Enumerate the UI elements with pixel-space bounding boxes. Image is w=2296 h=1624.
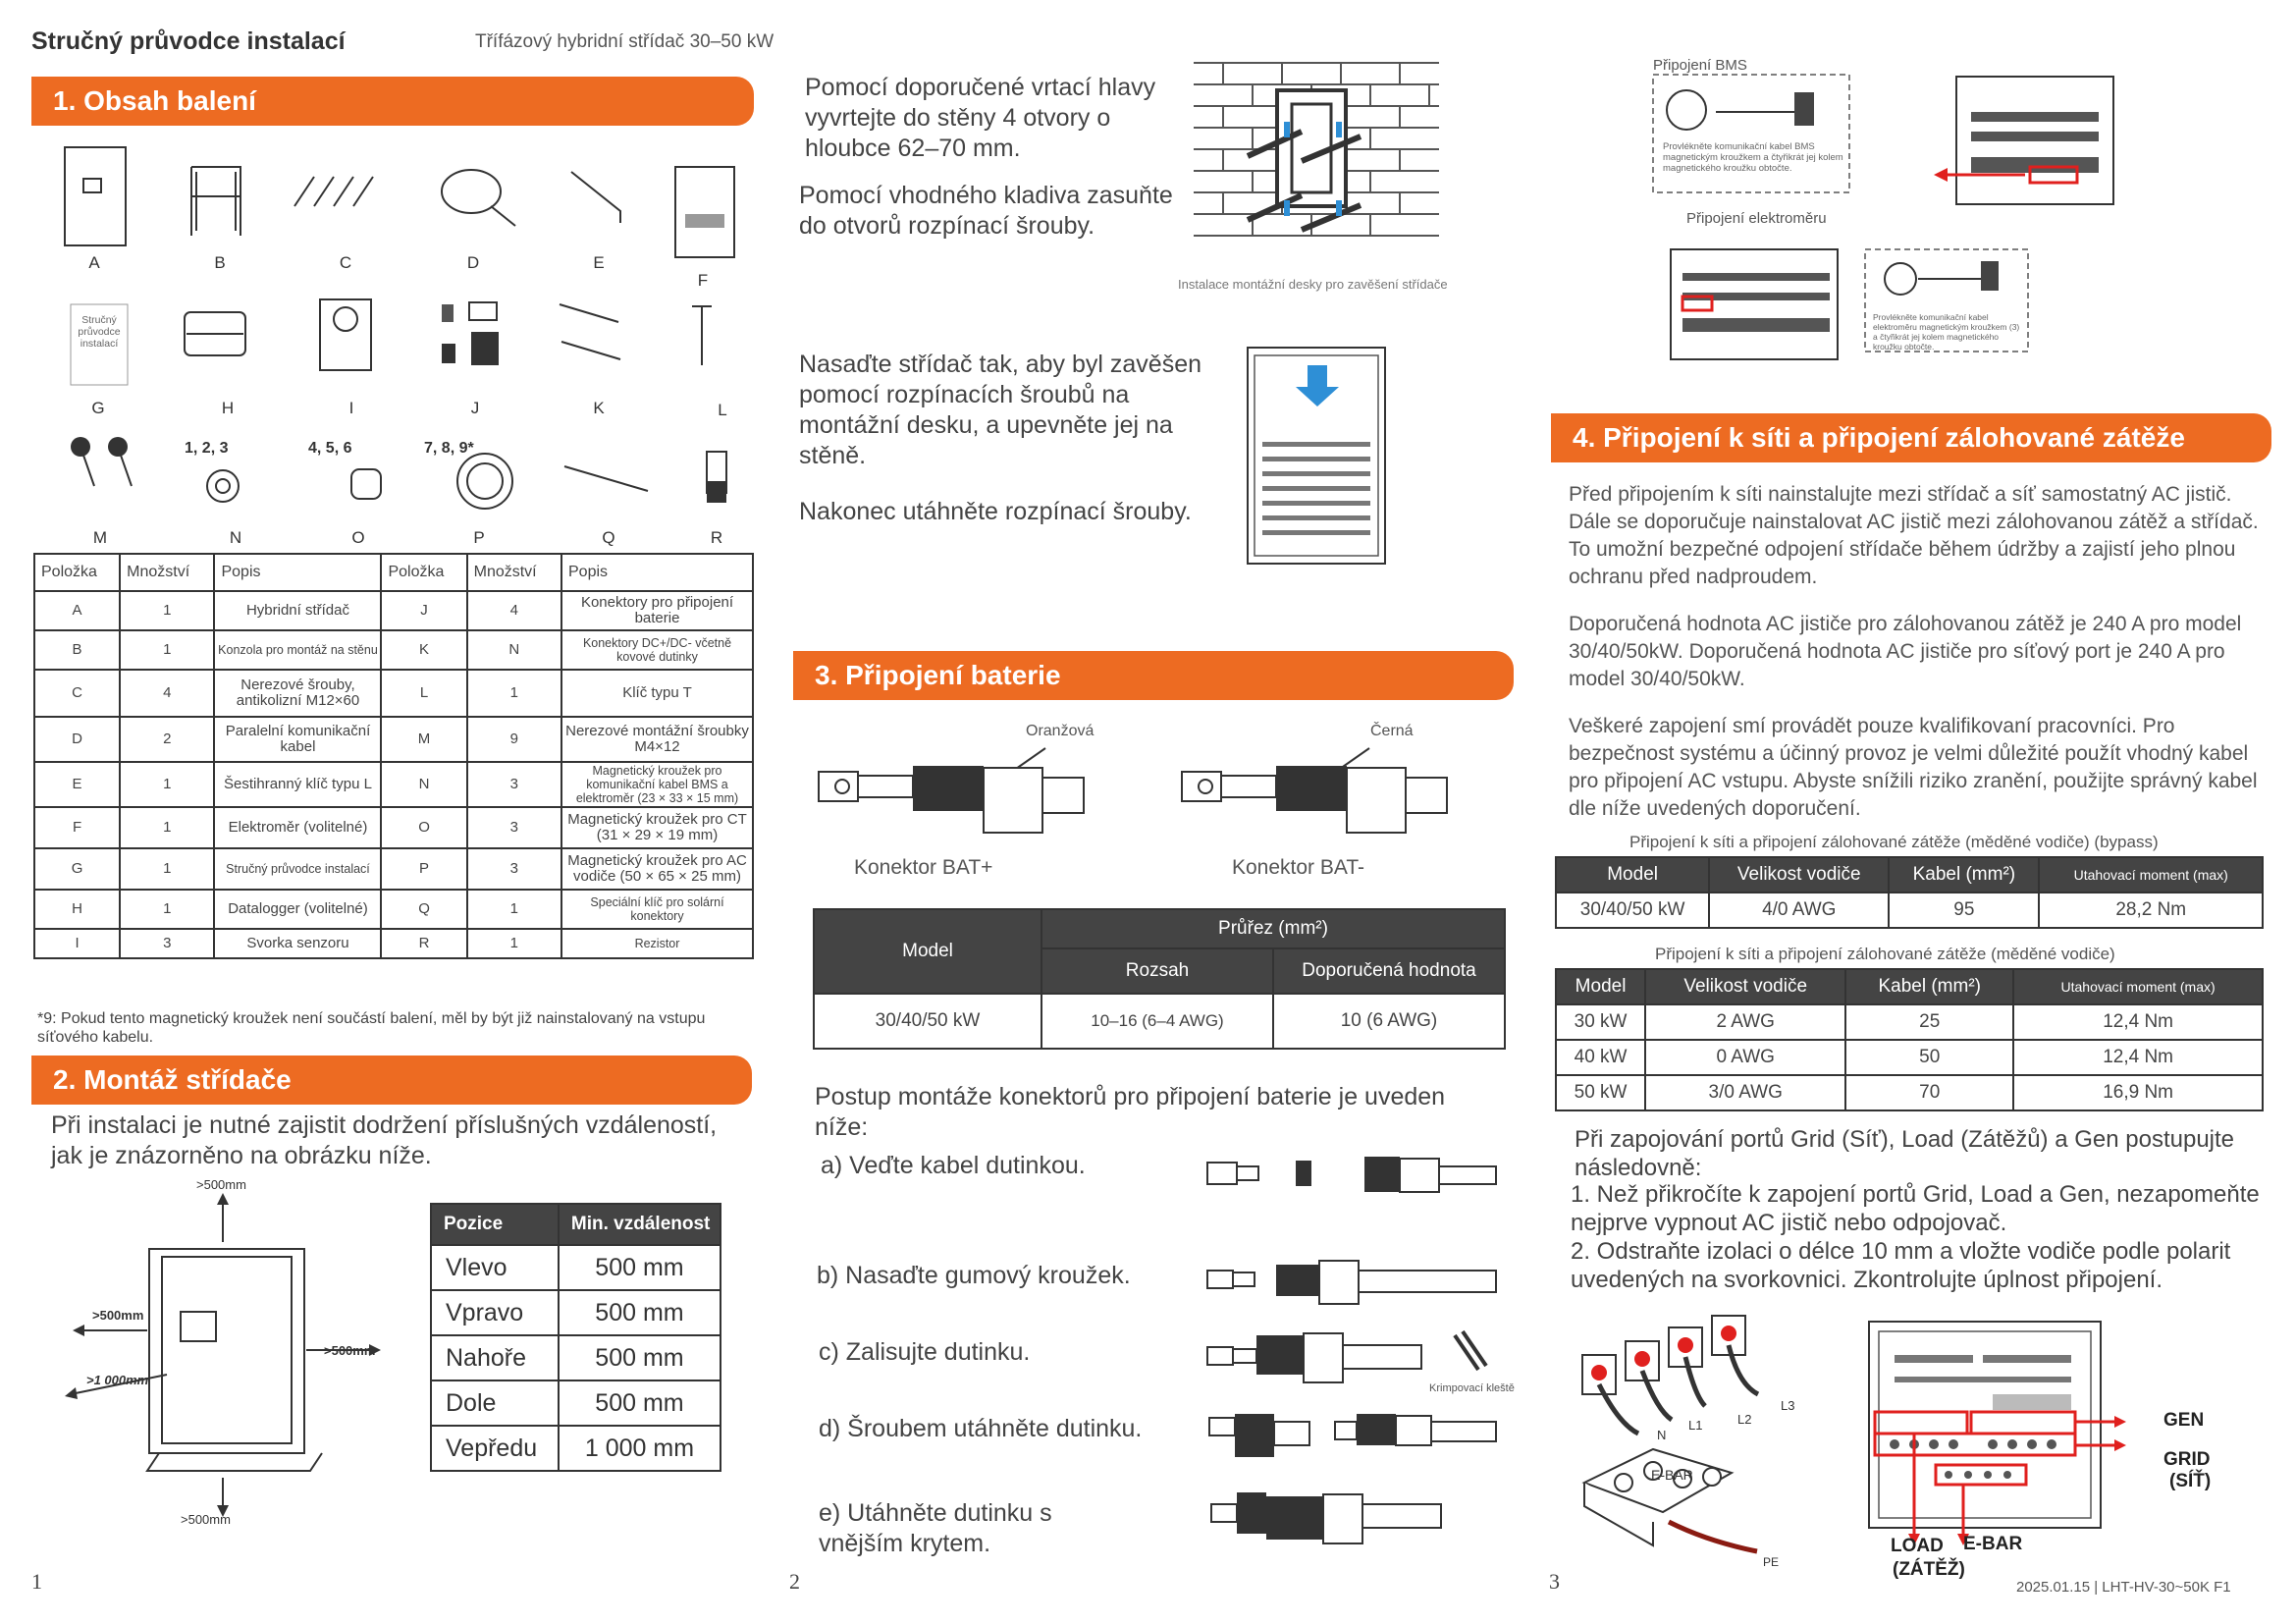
hang-step-text: Nasaďte střídač tak, aby byl zavěšen pomocí rozpínacích šroubů na montážní desku, a upevněte jej na stěně. — [799, 351, 1202, 469]
crimp-caption: Krimpovací kleště — [1429, 1382, 1515, 1394]
step-a-drawing — [1207, 1157, 1496, 1192]
table-header: Utahovací moment (max) — [2039, 857, 2263, 893]
table-row: Dole 500 mm — [431, 1380, 721, 1426]
plate-caption: Instalace montážní desky pro zavěšení střídače — [1178, 277, 1448, 292]
table-row: Vpravo 500 mm — [431, 1290, 721, 1335]
table-row: 30 kW 2 AWG 25 12,4 Nm — [1556, 1004, 2263, 1040]
bms-title: Připojení BMS — [1653, 57, 1747, 74]
terminal-l2: L2 — [1737, 1412, 1752, 1427]
item-label: P — [473, 528, 485, 547]
section-4-banner — [1551, 413, 2271, 462]
table-header: Velikost vodiče — [1709, 857, 1889, 893]
step-d-drawing — [1209, 1414, 1496, 1457]
table-header: Popis — [561, 554, 753, 591]
table-header: Rozsah — [1041, 948, 1273, 994]
connector-bat-plus: Konektor BAT+ — [854, 856, 993, 879]
table-row: 50 kW 3/0 AWG 70 16,9 Nm — [1556, 1075, 2263, 1110]
section-3-title: 3. Připojení baterie — [815, 660, 1061, 690]
section-2-title: 2. Montáž střídače — [53, 1064, 292, 1095]
color-label-black: Černá — [1370, 723, 1414, 739]
hang-inverter-diagram — [1243, 344, 1390, 571]
port-ebar: E-BAR — [1963, 1534, 2023, 1554]
item-label: D — [466, 253, 480, 272]
section-2-intro: Při instalaci je nutné zajistit dodržení příslušných vzdáleností, jak je znázorněno na obrázku níže. — [51, 1111, 718, 1169]
port-load-cz: (ZÁTĚŽ) — [1893, 1559, 1965, 1580]
step-c-drawing — [1207, 1331, 1486, 1382]
hammer-step-text: Pomocí vhodného kladiva zasuňte do otvorů rozpínací šrouby. — [799, 182, 1173, 240]
tighten-step-text: Nakonec utáhněte rozpínací šrouby. — [799, 498, 1192, 525]
terminal-ebar: E-BAR — [1651, 1467, 1693, 1483]
ports-intro: Při zapojování portů Grid (Síť), Load (Zátěžů) a Gen postupujte následovně: — [1575, 1126, 2235, 1181]
page-title: Stručný průvodce instalací — [31, 27, 346, 55]
section-4-title: 4. Připojení k síti a připojení zálohované zátěže — [1573, 422, 2185, 453]
table-row: 30/40/50 kW 4/0 AWG 95 28,2 Nm — [1556, 893, 2263, 928]
item-label: K — [593, 399, 605, 417]
item-label: H — [221, 399, 235, 417]
clearance-right: >500mm — [324, 1343, 376, 1358]
clearance-front: >1 000mm — [86, 1373, 149, 1387]
item-label: G — [91, 399, 105, 417]
table-header: Kabel (mm²) — [1889, 857, 2039, 893]
bypass-table-title: Připojení k síti a připojení zálohované zátěže (měděné vodiče) (bypass) — [1629, 833, 2159, 851]
meter-title: Připojení elektroměru — [1686, 210, 1827, 227]
table-header: Model — [1556, 857, 1709, 893]
item-label: I — [348, 399, 354, 417]
terminal-n: N — [1657, 1428, 1667, 1442]
step-e: e) Utáhněte dutinku s vnějším krytem. — [819, 1499, 1052, 1557]
wall-plate-diagram — [1194, 63, 1439, 275]
terminal-l3: L3 — [1781, 1398, 1795, 1413]
port-load: LOAD — [1891, 1536, 1944, 1556]
port-wiring-diagram — [1865, 1316, 2160, 1571]
copper-cable-table — [1555, 968, 2264, 1111]
item-label: Q — [602, 528, 615, 547]
table-header: Utahovací moment (max) — [2013, 969, 2263, 1004]
page-number: 3 — [1549, 1569, 1560, 1594]
clearance-top: >500mm — [196, 1177, 246, 1192]
clearance-bottom: >500mm — [181, 1512, 231, 1527]
battery-cable-table — [813, 908, 1506, 1050]
section-1-title: 1. Obsah balení — [53, 85, 256, 116]
doc-reference: 2025.01.15 | LHT-HV-30~50K F1 — [2016, 1579, 2231, 1596]
step-c: c) Zalisujte dutinku. — [819, 1338, 1031, 1366]
ports-step-1: 1. Než přikročíte k zapojení portů Grid, Load a Gen, nezapomeňte nejprve vypnout AC jistič nebo odpojovač. — [1571, 1181, 2260, 1236]
table-row: G 1 Stručný průvodce instalací P 3 Magnetický kroužek pro AC vodiče (50 × 65 × 25 mm) — [34, 848, 753, 890]
table-header: Doporučená hodnota — [1273, 948, 1505, 994]
footnote: *9: Pokud tento magnetický kroužek není součástí balení, měl by být již nainstalovaný na vstupu síťového kabelu. — [37, 1010, 706, 1046]
item-label: A — [88, 253, 100, 272]
item-label: N — [229, 528, 242, 547]
section-4-p2: Doporučená hodnota AC jističe pro zálohovanou zátěž je 240 A pro model 30/40/50kW. Doporučená hodnota AC jističe pro síťový port je 240 A pro model 30/40/50kW. — [1569, 613, 2242, 690]
ring-n-label: 1, 2, 3 — [185, 440, 229, 457]
item-label: M — [92, 528, 108, 547]
step-a: a) Veďte kabel dutinkou. — [821, 1152, 1086, 1179]
procedure-intro: Postup montáže konektorů pro připojení baterie je uveden níže: — [815, 1083, 1446, 1141]
page-number: 2 — [789, 1569, 800, 1594]
page-number: 1 — [31, 1569, 42, 1594]
assembly-steps-diagram — [1198, 1139, 1522, 1551]
table-row: B 1 Konzola pro montáž na stěnu K N Konektory DC+/DC- včetně kovové dutinky — [34, 630, 753, 670]
terminal-pe: PE — [1763, 1555, 1780, 1569]
meter-note: Provlékněte komunikační kabel elektroměru magnetickým kroužkem (3) a čtyřikrát jej kolem magnetického kroužku obtočte. — [1873, 312, 2020, 352]
bat-connectors-diagram — [815, 736, 1502, 844]
terminal-l1: L1 — [1688, 1418, 1703, 1433]
table-header: Položka — [34, 554, 120, 591]
ring-o-label: 4, 5, 6 — [308, 440, 352, 457]
table-row: I 3 Svorka senzoru R 1 Rezistor — [34, 929, 753, 958]
copper-table-title: Připojení k síti a připojení zálohované zátěže (měděné vodiče) — [1655, 945, 2115, 963]
table-row: C 4 Nerezové šrouby, antikolizní M12×60 L 1 Klíč typu T — [34, 670, 753, 717]
item-label: O — [351, 528, 365, 547]
drill-step-text: Pomocí doporučené vrtací hlavy vyvrtejte do stěny 4 otvory o hloubce 62–70 mm. — [805, 74, 1156, 162]
section-3-banner — [793, 651, 1514, 700]
table-header: Model — [1556, 969, 1645, 1004]
table-row: A 1 Hybridní střídač J 4 Konektory pro připojení baterie — [34, 591, 753, 630]
table-header: Průřez (mm²) — [1041, 909, 1505, 948]
item-label: L — [718, 401, 727, 419]
item-label: E — [593, 253, 605, 272]
item-label: B — [214, 253, 226, 272]
port-grid: GRID — [2163, 1449, 2211, 1470]
table-row: E 1 Šestihranný klíč typu L N 3 Magnetický kroužek pro komunikační kabel BMS a elektroměr (23 × 33 × 15 mm) — [34, 762, 753, 807]
table-row: Nahoře 500 mm — [431, 1335, 721, 1380]
step-d: d) Šroubem utáhněte dutinku. — [819, 1415, 1143, 1442]
step-e-drawing — [1211, 1492, 1441, 1543]
table-header: Množství — [120, 554, 214, 591]
table-row: D 2 Paralelní komunikační kabel M 9 Nerezové montážní šroubky M4×12 — [34, 717, 753, 762]
page-subtitle: Třífázový hybridní střídač 30–50 kW — [475, 31, 774, 52]
table-header: Položka — [381, 554, 466, 591]
port-grid-cz: (SÍŤ) — [2169, 1471, 2212, 1491]
clearance-left: >500mm — [92, 1308, 144, 1323]
bypass-cable-table — [1555, 856, 2264, 929]
table-header: Pozice — [431, 1204, 559, 1245]
terminals-diagram — [1571, 1316, 1816, 1571]
section-4-p1: Před připojením k síti nainstalujte mezi střídač a síť samostatný AC jistič. Dále se doporučuje nainstalovat AC jistič mezi zálohovanou zátěž a střídač. To umožní bezpečné odpojení střídače během údržby a zajistí jeho plnou ochranu před nadproudem. — [1569, 483, 2259, 588]
ports-step-2: 2. Odstraňte izolaci o délce 10 mm a vložte vodiče podle polarit uvedených na svorkovnici. Zkontrolujte úplnost připojení. — [1571, 1238, 2231, 1293]
table-header: Velikost vodiče — [1645, 969, 1845, 1004]
table-header: Model — [814, 909, 1041, 994]
booklet-text: Stručný průvodce instalací — [78, 314, 121, 350]
table-header: Kabel (mm²) — [1845, 969, 2013, 1004]
item-label: C — [339, 253, 352, 272]
table-row: Vlevo 500 mm — [431, 1245, 721, 1290]
connector-bat-minus: Konektor BAT- — [1232, 856, 1365, 879]
section-4-p3: Veškeré zapojení smí provádět pouze kvalifikovaní pracovníci. Pro bezpečnost systému a účinný provoz je velmi důležité použít vhodný kabel pro připojení AC vstupu. Abyste snížili riziko zranění, použijte správný kabel dle níže uvedených doporučení. — [1569, 715, 2258, 820]
table-row: F 1 Elektroměr (volitelné) O 3 Magnetický kroužek pro CT (31 × 29 × 19 mm) — [34, 807, 753, 848]
item-label: J — [470, 399, 480, 417]
ring-p-label: 7, 8, 9* — [424, 440, 474, 457]
table-row: 30/40/50 kW 10–16 (6–4 AWG) 10 (6 AWG) — [814, 994, 1505, 1049]
step-b: b) Nasaďte gumový kroužek. — [817, 1262, 1131, 1289]
table-row: 40 kW 0 AWG 50 12,4 Nm — [1556, 1040, 2263, 1075]
table-header: Min. vzdálenost — [559, 1204, 721, 1245]
port-gen: GEN — [2163, 1410, 2205, 1431]
distance-table — [430, 1203, 721, 1472]
item-label: R — [710, 528, 723, 547]
item-label: F — [697, 271, 709, 290]
step-b-drawing — [1207, 1261, 1496, 1304]
bms-note: Provlékněte komunikační kabel BMS magnetickým kroužkem a čtyřikrát jej kolem magnetického kroužku obtočte. — [1663, 141, 1843, 174]
table-header: Množství — [467, 554, 561, 591]
table-row: H 1 Datalogger (volitelné) Q 1 Speciální klíč pro solární konektory — [34, 890, 753, 929]
color-label-orange: Oranžová — [1026, 723, 1095, 739]
table-header: Popis — [214, 554, 381, 591]
table-row: Vepředu 1 000 mm — [431, 1426, 721, 1471]
